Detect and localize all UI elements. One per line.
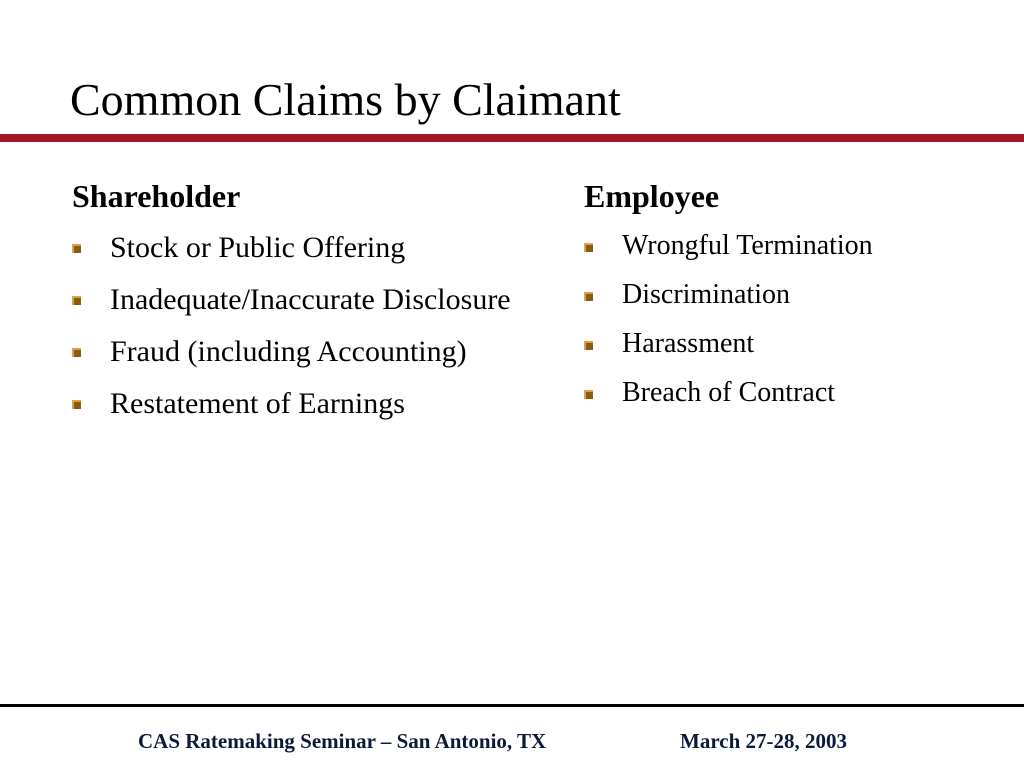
list-item-text: Harassment xyxy=(622,328,755,359)
bullet-icon xyxy=(72,296,81,305)
employee-column xyxy=(584,176,1004,422)
list-item-text: Fraud (including Accounting) xyxy=(110,335,467,368)
bullet-icon xyxy=(584,243,593,252)
shareholder-column xyxy=(72,176,512,434)
footer-event: CAS Ratemaking Seminar – San Antonio, TX xyxy=(138,729,547,753)
list-item-text: Discrimination xyxy=(622,279,790,310)
footer-divider xyxy=(0,704,1024,707)
list-item xyxy=(584,373,1004,413)
list-item-text: Wrongful Termination xyxy=(622,230,873,261)
shareholder-list xyxy=(72,226,512,426)
bullet-icon xyxy=(72,400,81,409)
list-item xyxy=(584,226,1004,266)
list-item xyxy=(584,324,1004,364)
employee-heading: Employee xyxy=(584,178,720,214)
slide-title: Common Claims by Claimant xyxy=(70,74,621,125)
list-item-text: Restatement of Earnings xyxy=(110,387,405,420)
list-item xyxy=(584,275,1004,315)
list-item-text: Inadequate/Inaccurate Disclosure xyxy=(110,283,511,316)
list-item xyxy=(72,278,512,322)
list-item-text: Breach of Contract xyxy=(622,377,836,408)
bullet-icon xyxy=(584,292,593,301)
list-item xyxy=(72,226,512,270)
bullet-icon xyxy=(584,341,593,350)
employee-list xyxy=(584,226,1004,413)
shareholder-heading: Shareholder xyxy=(72,178,241,214)
list-item-text: Stock or Public Offering xyxy=(110,231,406,264)
bullet-icon xyxy=(584,390,593,399)
bullet-icon xyxy=(72,244,81,253)
bullet-icon xyxy=(72,348,81,357)
list-item xyxy=(72,382,512,426)
title-divider xyxy=(0,134,1024,142)
list-item xyxy=(72,330,512,374)
footer-date: March 27-28, 2003 xyxy=(680,729,848,753)
